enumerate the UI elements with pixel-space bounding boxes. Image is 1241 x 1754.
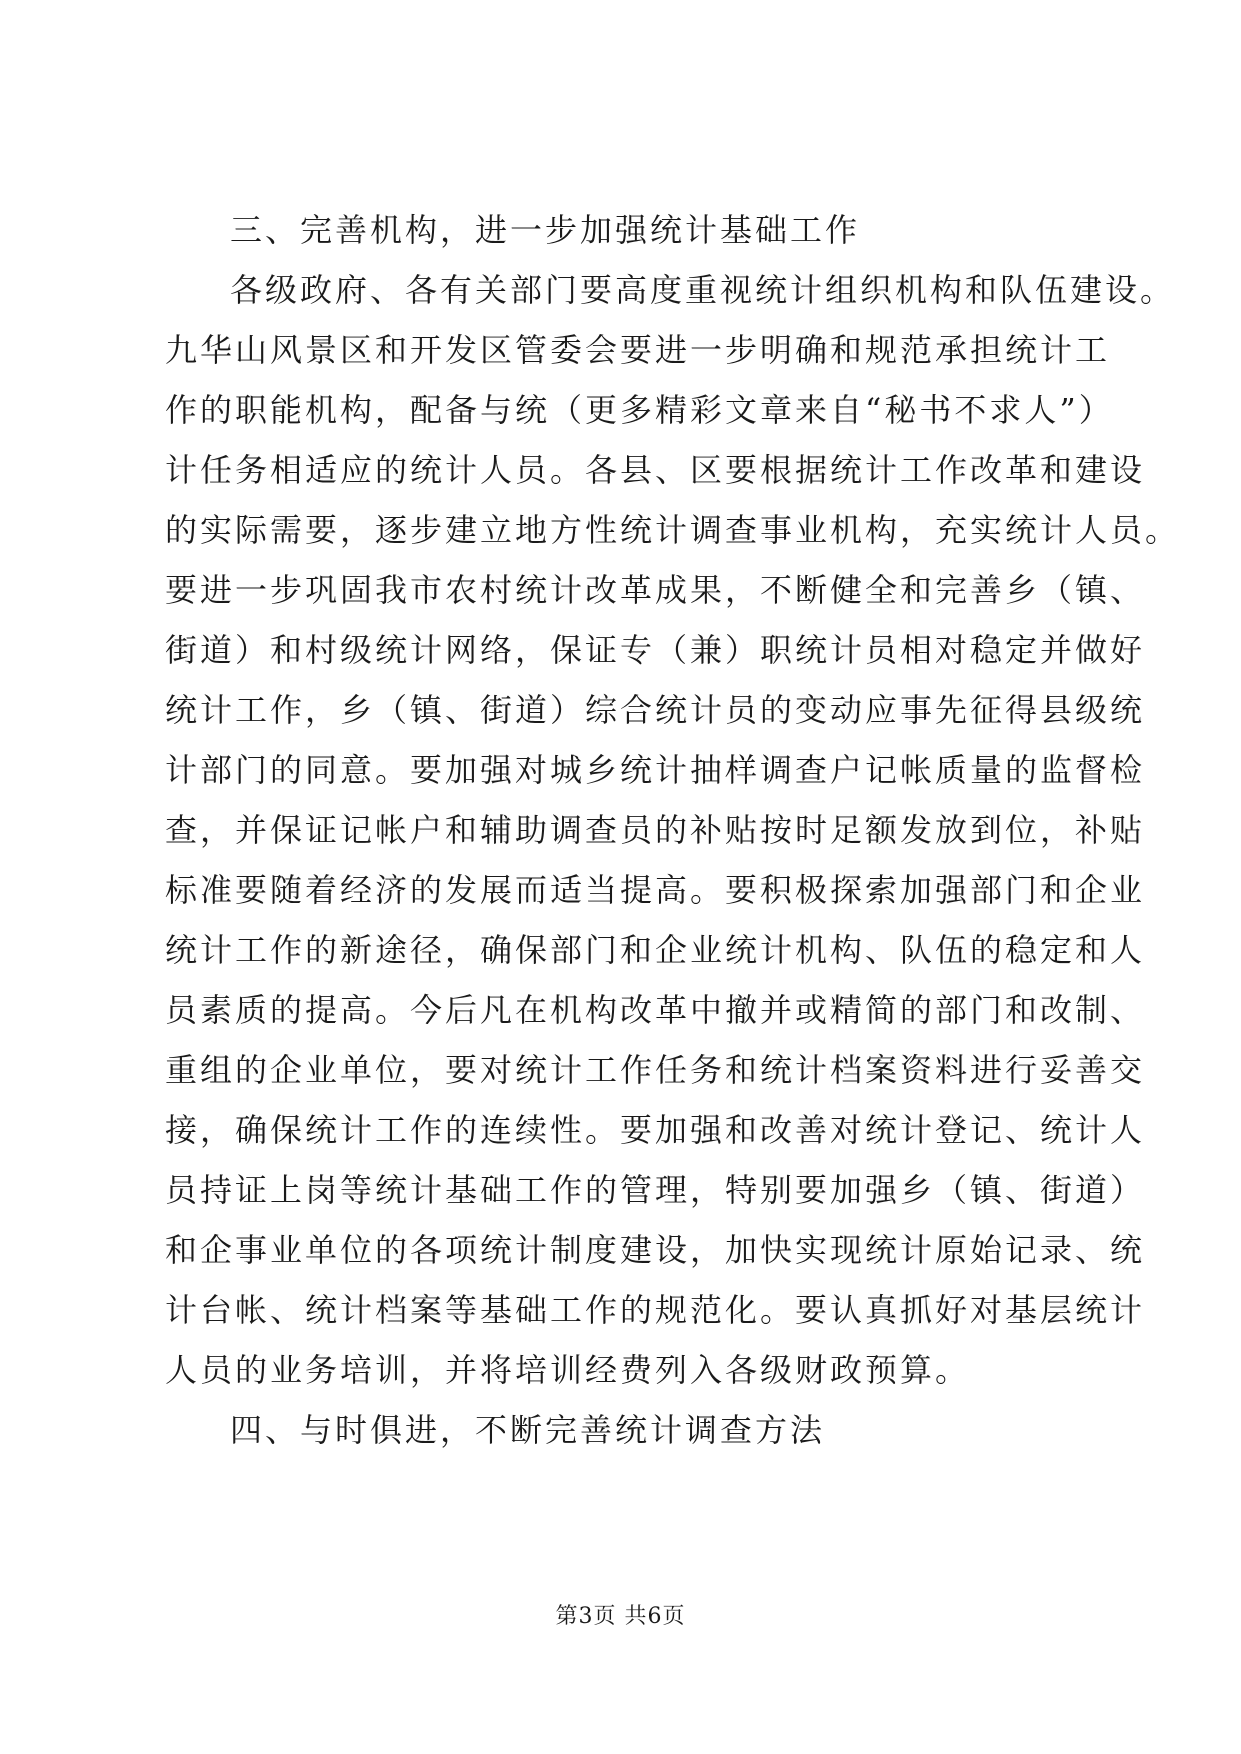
paragraph-line: 各级政府、各有关部门要高度重视统计组织机构和队伍建设。 xyxy=(230,271,1176,309)
paragraph-line: 街道）和村级统计网络，保证专（兼）职统计员相对稳定并做好 xyxy=(165,631,1146,669)
section-heading-4: 四、与时俱进，不断完善统计调查方法 xyxy=(230,1411,826,1449)
paragraph-line: 员素质的提高。今后凡在机构改革中撤并或精简的部门和改制、 xyxy=(165,991,1146,1029)
paragraph-line: 要进一步巩固我市农村统计改革成果，不断健全和完善乡（镇、 xyxy=(165,571,1146,609)
paragraph-line: 接，确保统计工作的连续性。要加强和改善对统计登记、统计人 xyxy=(165,1111,1146,1149)
paragraph-line: 员持证上岗等统计基础工作的管理，特别要加强乡（镇、街道） xyxy=(165,1171,1146,1209)
section-heading-3: 三、完善机构，进一步加强统计基础工作 xyxy=(230,211,861,249)
paragraph-line: 统计工作，乡（镇、街道）综合统计员的变动应事先征得县级统 xyxy=(165,691,1146,729)
paragraph-line: 查，并保证记帐户和辅助调查员的补贴按时足额发放到位，补贴 xyxy=(165,811,1146,849)
paragraph-line: 的实际需要，逐步建立地方性统计调查事业机构，充实统计人员。 xyxy=(165,511,1181,549)
paragraph-line: 标准要随着经济的发展而适当提高。要积极探索加强部门和企业 xyxy=(165,871,1146,909)
paragraph-line: 和企事业单位的各项统计制度建设，加快实现统计原始记录、统 xyxy=(165,1231,1146,1269)
paragraph-line: 计台帐、统计档案等基础工作的规范化。要认真抓好对基层统计 xyxy=(165,1291,1146,1329)
page-number: 第3页 共6页 xyxy=(555,1604,686,1629)
paragraph-line: 计部门的同意。要加强对城乡统计抽样调查户记帐质量的监督检 xyxy=(165,751,1146,789)
paragraph-line: 重组的企业单位，要对统计工作任务和统计档案资料进行妥善交 xyxy=(165,1051,1146,1089)
paragraph-line: 作的职能机构，配备与统（更多精彩文章来自“秘书不求人”） xyxy=(165,391,1114,429)
paragraph-line: 统计工作的新途径，确保部门和企业统计机构、队伍的稳定和人 xyxy=(165,931,1146,969)
paragraph-line: 九华山风景区和开发区管委会要进一步明确和规范承担统计工 xyxy=(165,331,1111,369)
paragraph-line: 人员的业务培训，并将培训经费列入各级财政预算。 xyxy=(165,1351,971,1389)
paragraph-line: 计任务相适应的统计人员。各县、区要根据统计工作改革和建设 xyxy=(165,451,1146,489)
